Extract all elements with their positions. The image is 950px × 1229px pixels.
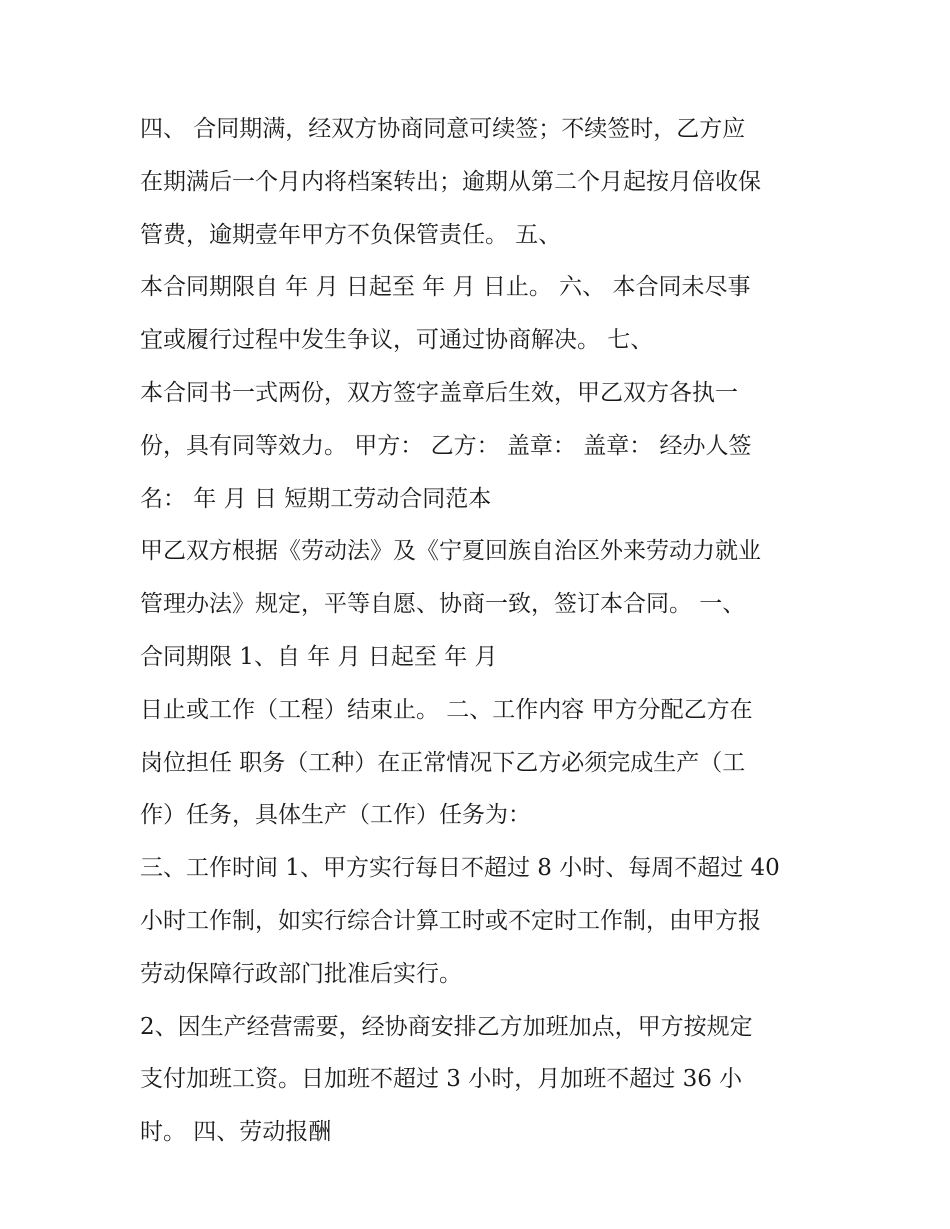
text-line: 名： 年 月 日 短期工劳动合同范本 [140, 485, 492, 512]
text-line: 时。 四、劳动报酬 [140, 1119, 332, 1146]
text-line: 2、因生产经营需要，经协商安排乙方加班加点，甲方按规定 [140, 1013, 753, 1040]
text-line: 日止或工作（工程）结束止。 二、工作内容 甲方分配乙方在 [140, 696, 753, 723]
text-line: 管理办法》规定，平等自愿、协商一致，签订本合同。 一、 [140, 591, 746, 618]
text-line: 作）任务，具体生产（工作）任务为： [140, 802, 531, 829]
text-line: 合同期限 1、自 年 月 日起至 年 月 [140, 643, 498, 670]
text-line: 四、 合同期满，经双方协商同意可续签；不续签时，乙方应 [140, 116, 746, 142]
text-line: 本合同书一式两份，双方签字盖章后生效，甲乙双方各执一 [140, 379, 738, 406]
text-line: 劳动保障行政部门批准后实行。 [140, 960, 462, 987]
text-line: 管费，逾期壹年甲方不负保管责任。 五、 [140, 221, 562, 248]
text-line: 三、工作时间 1、甲方实行每日不超过 8 小时、每周不超过 40 [140, 855, 780, 882]
text-line: 在期满后一个月内将档案转出；逾期从第二个月起按月倍收保 [140, 168, 761, 195]
text-line: 甲乙双方根据《劳动法》及《宁夏回族自治区外来劳动力就业 [140, 538, 761, 565]
text-line: 小时工作制，如实行综合计算工时或不定时工作制，由甲方报 [140, 907, 761, 934]
document-body [140, 110, 830, 1166]
text-line: 岗位担任 职务（工种）在正常情况下乙方必须完成生产（工 [140, 749, 746, 776]
text-line: 本合同期限自 年 月 日起至 年 月 日止。 六、 本合同未尽事 [140, 274, 751, 301]
text-line: 宜或履行过程中发生争议，可通过协商解决。 七、 [140, 327, 654, 354]
text-line: 份，具有同等效力。 甲方： 乙方： 盖章： 盖章： 经办人签 [140, 432, 752, 459]
text-line: 支付加班工资。日加班不超过 3 小时，月加班不超过 36 小 [140, 1066, 743, 1093]
